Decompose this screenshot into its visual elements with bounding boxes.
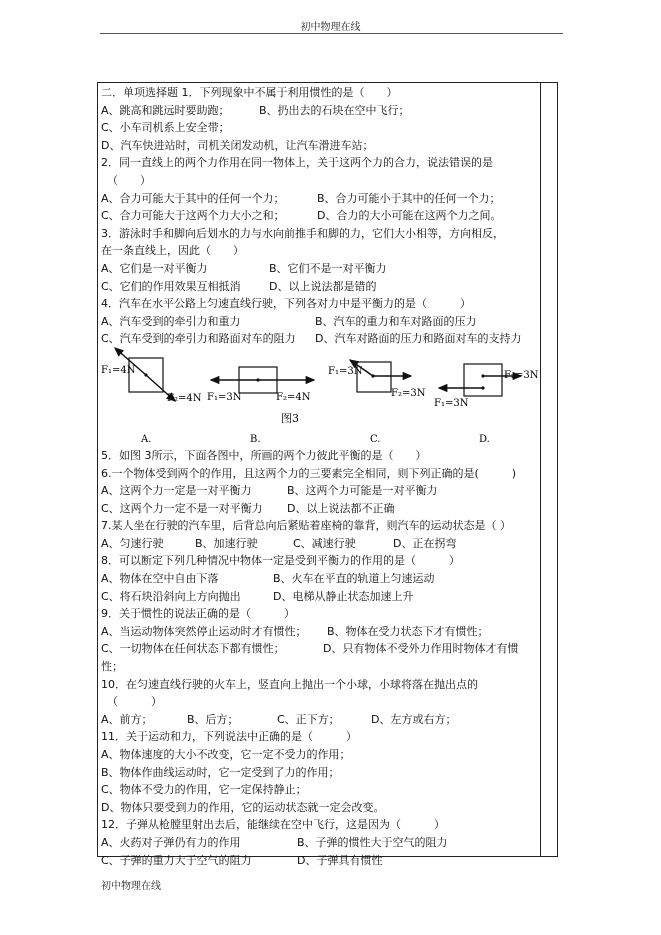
diagram-c-label: C. xyxy=(370,433,381,445)
q11-option-a: A、物体速度的大小不改变，它一定不受力的作用； xyxy=(101,748,351,761)
q8-option-a: A、物体在空中自由下落 xyxy=(101,572,219,586)
q12-option-b: B、子弹的惯性大于空气的阻力 xyxy=(297,835,448,849)
q8-stem: 8．可以断定下列几种情况中物体一定是受到平衡力的作用的是（ ） xyxy=(101,554,460,568)
q2-option-a: A、合力可能大于其中的任何一个力； xyxy=(101,191,285,205)
q1-options-ab xyxy=(101,102,533,120)
page-header: 初中物理在线 xyxy=(300,22,361,33)
figure-caption: 图3 xyxy=(281,411,299,425)
q11-option-b: B、物体作曲线运动时，它一定受到了力的作用； xyxy=(101,765,340,779)
q6-options-cd xyxy=(101,500,533,518)
q7-option-d: D、正在拐弯 xyxy=(393,536,457,550)
diagram-a-center xyxy=(144,373,147,376)
diagram-c-center xyxy=(371,374,374,377)
q3-options-cd xyxy=(101,278,533,296)
q7-option-a: A、匀速行驶 xyxy=(101,536,164,550)
q8-option-d: D、电梯从静止状态加速上升 xyxy=(273,589,414,603)
q3-option-b: B、它们不是一对平衡力 xyxy=(269,261,387,275)
q10-stem-2: （ ） xyxy=(107,695,162,709)
diagram-d-center-top xyxy=(481,374,484,377)
q1-option-b: B、扔出去的石块在空中飞行； xyxy=(259,103,410,117)
q6-option-d: D、以上说法都不正确 xyxy=(287,501,395,515)
q2-options-cd xyxy=(101,207,533,225)
q8-option-c: C、将石块沿斜向上方向抛出 xyxy=(101,589,241,603)
q6-option-c: C、这两个力一定不是一对平衡力 xyxy=(101,501,263,515)
diagram-c-f1-label: F₁=3N xyxy=(328,365,363,377)
q10-options xyxy=(101,711,533,729)
q5-stem: 5．如图 3所示，下面各图中，所画的两个力彼此平衡的是（ ） xyxy=(101,448,427,462)
header-rule xyxy=(100,33,563,34)
q6-option-a: A、这两个力一定是一对平衡力 xyxy=(101,484,252,498)
diagram-c-f2-label: F₂=3N xyxy=(391,387,426,399)
q6-options-ab xyxy=(101,482,533,500)
q1-stem: 二．单项选择题 1．下列现象中不属于利用惯性的是（ ） xyxy=(101,86,398,99)
q4-option-d: D、汽车对路面的压力和路面对车的支持力 xyxy=(315,332,522,346)
q4-options-ab xyxy=(101,313,533,331)
q1-option-c: C、小车司机系上安全带； xyxy=(101,121,230,135)
page-footer: 初中物理在线 xyxy=(101,881,161,892)
q9-option-d: D、只有物体不受外力作用时物体才有惯 xyxy=(323,642,519,656)
q6-stem: 6.一个物体受到两个的作用，且这两个力的三要素完全相同，则下列正确的是( ) xyxy=(101,466,517,480)
q4-option-b: B、汽车的重力和车对路面的压力 xyxy=(315,314,477,328)
q6-option-b: B、这两个力可能是一对平衡力 xyxy=(287,484,438,498)
q7-options xyxy=(101,535,533,553)
q10-option-a: A、前方； xyxy=(101,712,153,726)
q10-stem-1: 10．在匀速直线行驶的火车上，竖直向上抛出一个小球，小球将落在抛出点的 xyxy=(101,677,478,691)
q7-option-b: B、加速行驶 xyxy=(195,536,258,550)
q10-option-b: B、后方； xyxy=(187,712,239,726)
worksheet-content xyxy=(101,84,539,869)
q4-option-c: C、汽车受到的牵引力和路面对车的阻力 xyxy=(101,332,296,346)
diagram-a-label: A. xyxy=(141,433,152,445)
q12-options-cd xyxy=(101,852,533,870)
diagram-d-f1-label: F₁=3N xyxy=(434,397,469,409)
diagram-b-center xyxy=(256,378,259,381)
diagram-d xyxy=(434,364,539,445)
q3-stem-1: 3．游泳时手和脚向后划水的力与水向前推手和脚的力，它们大小相等，方向相反， xyxy=(101,226,504,240)
diagram-a-f2-label: F₂=4N xyxy=(167,392,202,404)
force-diagram-svg xyxy=(101,348,539,447)
q10-option-c: C、正下方； xyxy=(277,712,340,726)
q8-options-cd xyxy=(101,588,533,606)
q12-stem: 12．子弹从枪膛里射出去后，能继续在空中飞行，这是因为（ ） xyxy=(101,818,445,832)
q3-option-a: A、它们是一对平衡力 xyxy=(101,261,208,275)
diagram-c xyxy=(328,360,426,445)
right-margin-column xyxy=(536,82,558,857)
q2-option-b: B、合力可能小于其中的任何一个力； xyxy=(317,191,501,205)
diagram-b xyxy=(207,367,314,445)
diagram-d-center-bottom xyxy=(481,386,484,389)
q1-option-a: A、跳高和跳远时要助跑； xyxy=(101,103,230,117)
diagram-b-f1-label: F₁=3N xyxy=(207,391,242,403)
q9-option-d-cont: 性； xyxy=(101,660,123,674)
q9-options-ab xyxy=(101,623,533,641)
q9-stem: 9．关于惯性的说法正确的是（ ） xyxy=(101,607,295,621)
q12-option-a: A、火药对子弹仍有力的作用 xyxy=(101,835,241,849)
q11-option-d: D、物体只要受到力的作用，它的运动状态就一定会改变。 xyxy=(101,800,385,814)
q2-stem-1: 2．同一直线上的两个力作用在同一物体上，关于这两个力的合力，说法错误的是 xyxy=(101,156,493,170)
q11-option-c: C、物体不受力的作用，它一定保持静止； xyxy=(101,783,307,797)
q2-option-c: C、合力可能大于这两个力大小之和； xyxy=(101,209,285,223)
q11-stem: 11．关于运动和力，下列说法中正确的是（ ） xyxy=(101,730,357,744)
q9-option-c: C、一切物体在任何状态下都有惯性； xyxy=(101,642,285,656)
q8-option-b: B、火车在平直的轨道上匀速运动 xyxy=(273,572,435,586)
diagram-b-label: B. xyxy=(250,433,261,445)
q3-stem-2: 在一条直线上，因此（ ） xyxy=(101,244,244,258)
q3-options-ab xyxy=(101,260,533,278)
q4-option-a: A、汽车受到的牵引力和重力 xyxy=(101,314,241,328)
q9-option-a: A、当运动物体突然停止运动时才有惯性； xyxy=(101,624,307,638)
diagram-b-f2-label: F₂=4N xyxy=(276,391,311,403)
q9-options-cd xyxy=(101,640,533,658)
q3-option-c: C、它们的作用效果互相抵消 xyxy=(101,279,241,293)
diagram-a xyxy=(101,348,202,445)
q12-options-ab xyxy=(101,834,533,852)
q1-option-d: D、汽车快进站时，司机关闭发动机，让汽车滑进车站； xyxy=(101,138,374,152)
q4-options-cd xyxy=(101,330,533,348)
q12-option-c: C、子弹的重力大于空气的阻力 xyxy=(101,853,252,867)
diagram-a-f1-label: F₁=4N xyxy=(101,364,136,376)
diagram-d-label: D. xyxy=(479,433,490,445)
q3-option-d: D、以上说法都是错的 xyxy=(269,279,377,293)
q8-options-ab xyxy=(101,570,533,588)
q7-stem: 7.某人坐在行驶的汽车里，后背总向后紧贴着座椅的靠背，则汽车的运动状态是（ ） xyxy=(101,519,511,533)
q10-option-d: D、左方或右方； xyxy=(371,712,457,726)
q2-options-ab xyxy=(101,190,533,208)
q9-option-b: B、物体在受力状态下才有惯性； xyxy=(327,624,489,638)
q2-stem-2: （ ） xyxy=(107,173,151,187)
force-diagram-figure xyxy=(101,348,539,447)
diagram-d-box xyxy=(464,364,502,396)
diagram-d-f2-label: F₂=3N xyxy=(504,369,539,381)
q2-option-d: D、合力的大小可能在这两个力之间。 xyxy=(317,209,502,223)
q4-stem: 4．汽车在水平公路上匀速直线行驶，下列各对力中是平衡力的是（ ） xyxy=(101,297,471,311)
q12-option-d: D、子弹具有惯性 xyxy=(297,853,383,867)
q7-option-c: C、减速行驶 xyxy=(293,536,356,550)
